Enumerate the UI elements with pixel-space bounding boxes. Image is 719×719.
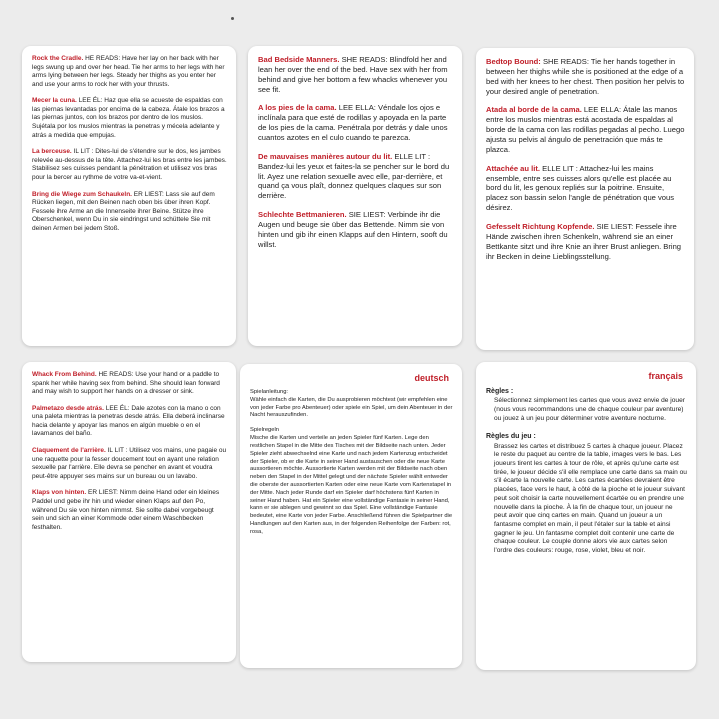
entry-english: Bedtop Bound: SHE READS: Tie her hands together in between her thighs while she is positioned at the edge of a bed with her knees to her chest. Then position her pelvis to your desired angle of penetration. (486, 57, 685, 96)
section-text: Wähle einfach die Karten, die Du ausprobieren möchtest (wir empfehlen eine von jeder Farbe pro Abenteuer) oder spiele ein Spiel, um dein Abenteuer in der Nacht herauszufinden. (250, 396, 453, 419)
card-bedtop-bound (476, 48, 694, 350)
card-whack-from-behind (22, 362, 236, 662)
entry-german: Schlechte Bettmanieren. SIE LIEST: Verbinde ihr die Augen und beuge sie über das Bettende. Nimm sie von hinten und gib ihr einen Klapps auf den Hintern, sooft du willst. (258, 210, 448, 249)
section-text: Mische die Karten und verteile an jeden Spieler fünf Karten. Lege den restlichen Stapel in die Mitte des Tisches mit der Bildseite nach unten. Jeder Spieler zieht abwechselnd eine Karte und nach jedem Kartenzug entscheidet der Spieler, ob er die Karte in seiner Hand austauschen oder die neue Karte aussortieren möchte. Aussortierte Karten werden mit der Bildseite nach oben neben den Stapel in der Mittel gelegt und der nächste Spieler wählt entweder die oberste der aussortierten Karten oder eine neue Karte vom Kartenstapel in der Mitte. Nach jeder Runde darf ein Spieler darf höchstens fünf Karten in seiner Hand haben. Hat ein Spieler eine vollständige Fantasie in seiner Hand, kann er sie ablegen und gewinnt so das Spiel. Eine vollständige Fantasie bedeutet, eine Karte von jeder Farbe. Anschließend führen die Spielpartner die Handlungen auf den Karten aus, in der folgenden Reihenfolge der Farben: rot, rosa, (250, 435, 453, 535)
entry-french: Attachée au lit. ELLE LIT : Attachez-lui les mains ensemble, entre ses cuisses alors qu'elle est placée au bord du lit, les genoux repliés sur la poitrine. Ensuite, placez son bassin selon l'angle de pénétration que vous désirez. (486, 163, 675, 213)
entry-spanish: Mecer la cuna. LEE ÉL: Haz que ella se acueste de espaldas con las piernas levantadas por encima de la cabeza. Átale los brazos a las piernas juntos, con los brazos por dentro de los muslos. Sujétala por los muslos mientras la penetras y mécela adelante y atrás a medida que empujas. (32, 97, 225, 139)
language-label: français (648, 371, 683, 381)
dust-speck (231, 17, 234, 20)
section-heading: Spielregeln (250, 427, 280, 434)
entry-english: Whack From Behind. HE READS: Use your hand or a paddle to spank her while having sex from behind. She should lean forward and may wish to support her hands on a dresser or sink. (32, 371, 220, 396)
entry-spanish: Palmetazo desde atrás. LEE ÉL: Dale azotes con la mano o con una paleta mientras la penetras desde atrás. Ella deberá inclinarse hacia delante y apoyar las manos en algún mueble o en el lavamanos del baño. (32, 404, 225, 438)
card-instructions-deutsch (240, 364, 462, 668)
section-text: Sélectionnez simplement les cartes que vous avez envie de jouer (nous vous recommandons une de chaque couleur par aventure) ou jouez à un jeu pour déterminer votre aventure nocturne. (494, 397, 685, 422)
instructions-body (486, 387, 687, 556)
language-label: deutsch (414, 373, 449, 383)
entry-french: Claquement de l'arrière. IL LIT : Utilisez vos mains, une pagaie ou une raquette pour la fesser doucement tout en ayant une relation sexuelle par l'arrière. Elle devra se pencher en avant et voudra peut-être appuyer ses mains sur un bureau ou un lavabo. (32, 447, 227, 480)
entry-english: Bad Bedside Manners. SHE READS: Blindfold her and lean her over the end of the bed. Have sex with her from behind and give her bottom a few whacks whenever you see fit. (258, 55, 448, 94)
instructions-body (250, 389, 453, 537)
entry-english: Rock the Cradle. HE READS: Have her lay on her back with her legs swung up and over her head. Tie her arms to her legs with her arms lying between her legs. Steady her thighs as you enter her and use your arms to rock her with your thrusts. (32, 55, 225, 88)
section-heading: Règles : (486, 388, 514, 395)
entry-french: De mauvaises manières autour du lit. ELLE LIT : Bandez-lui les yeux et faites-la se pencher sur le bord du lit. Ayez une relation sexuelle avec elle, par-derrière, et quand ça vous plaît, donnez quelques claques sur son derrière. (258, 151, 450, 201)
entry-german: Bring die Wiege zum Schaukeln. ER LIEST: Lass sie auf dem Rücken liegen, mit den Beinen nach oben bis über ihren Kopf. Fessele ihre Arme an die Innenseite ihrer Beine. Stütze ihre Oberschenkel, wenn Du in sie eindringst und schüttele Sie mit deinen Armen bei jedem Stoß. (32, 190, 215, 232)
card-instructions-francais (476, 362, 696, 670)
entry-french: La berceuse. IL LIT : Dites-lui de s'étendre sur le dos, les jambes relevée au-dessus de la tête. Attachez-lui les bras entre les jambes. Stabilisez ses cuisses pendant la pénétration et utilisez vos bras pour la bercer au rythme de votre va-et-vient. (32, 148, 227, 181)
entry-spanish: A los pies de la cama. LEE ELLA: Véndale los ojos e inclínala para que esté de rodillas y apoyada en la parte de los pies de la cama. Penétrala por detrás y dale unos cuantos azotes en el culo cuando te parezca. (258, 103, 448, 143)
section-text: Brassez les cartes et distribuez 5 cartes à chaque joueur. Placez le reste du paquet au centre de la table, images vers le bas. Les joueurs tirent les cartes à tour de rôle, et après qu'une carte est tirée, le joueur décide s'il elle remplace une carte dans sa main ou s'il écarte la nouvelle carte. Les cartes écartées devraient être placées, face vers le haut, à côté de la pioche et le joueur suivant peut soit choisir la carte nouvellement écartée ou en prendre une nouvelle dans la pioche. À la fin de chaque tour, un joueur ne peut avoir que cinq cartes en main. Quand un joueur a un fantasme complet en main, il peut l'étaler sur la table et ainsi gagner le jeu. Un fantasme complet doit contenir une carte de chaque couleur. Le couple donne alors vie aux cartes selon l'ordre des couleurs: rouge, rose, violet, bleu et noir. (494, 442, 687, 555)
entry-german: Klaps von hinten. ER LIEST: Nimm deine Hand oder ein kleines Paddel und gebe ihr hin und wieder einen Klaps auf den Po, während Du sie von hinten nimmst. Sie sollte dabei vorgebeugt sein und sich an einer Kommode oder einem Waschbecken festhalten. (32, 489, 220, 531)
entry-spanish: Atada al borde de la cama. LEE ELLA: Átale las manos entre los muslos mientras está acostada de espaldas al borde de la cama con las rodillas pegadas al pecho. Luego ajusta su pelvis al ángulo de penetración que más te plazca. (486, 105, 685, 154)
card-bad-bedside-manners (248, 46, 462, 346)
section-heading: Règles du jeu : (486, 433, 536, 441)
entry-german: Gefesselt Richtung Kopfende. SIE LIEST: Fessele ihre Hände zwischen ihren Schenkeln, während sie an einer Bettkante sitzt und ihre Knie an ihrer Brust anliegen. Bring ihr Becken in deine Lieblingsstellung. (486, 222, 682, 261)
section-heading: Spielanleitung: (250, 389, 289, 395)
card-rock-the-cradle (22, 46, 236, 346)
